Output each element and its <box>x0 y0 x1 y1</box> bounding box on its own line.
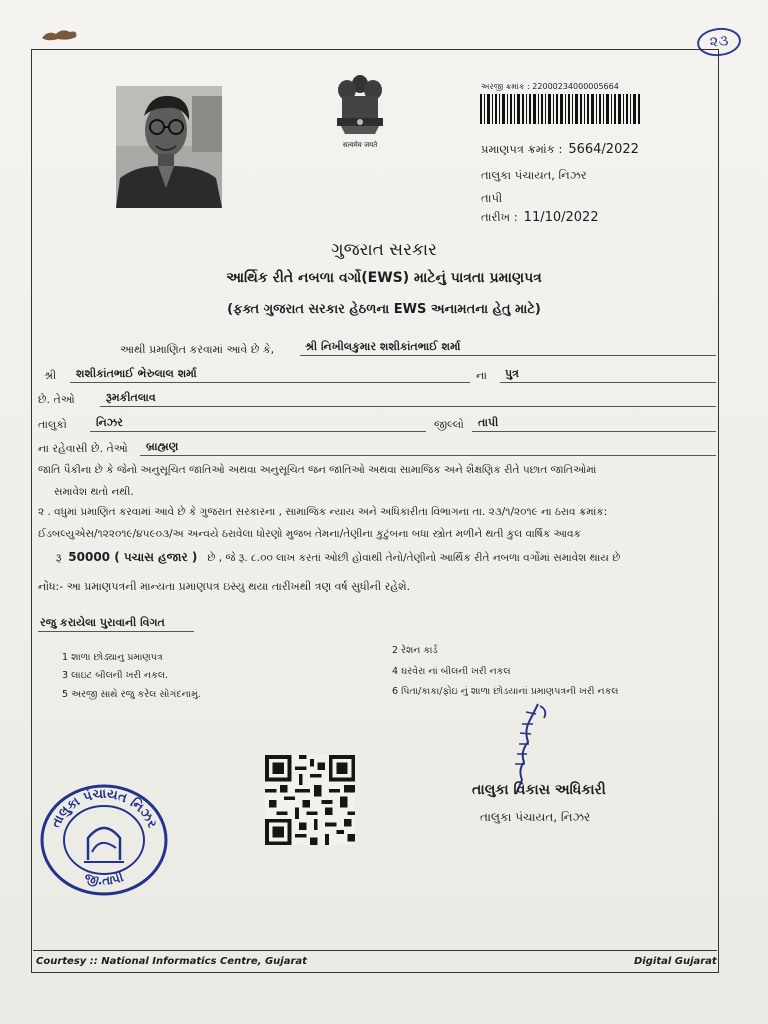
footer-courtesy: Courtesy :: National Informatics Centre, Gujarat <box>36 956 307 967</box>
village-underline <box>100 406 716 407</box>
district-underline <box>472 431 716 432</box>
issuing-office: તાલુકા પંચાયત, નિઝર <box>481 168 587 182</box>
resident-of-label: ના રહેવાસી છે. તેઓ <box>38 442 128 455</box>
document-item: 5 અરજી સાથે રજુ કરેલ સોગંદનામું. <box>62 689 201 700</box>
annual-income: 50000 ( પચાસ હજાર ) <box>68 550 198 564</box>
svg-text:તાલુકા પંચાયત નિઝર <box>49 787 160 831</box>
document-item: 6 પિતા/કાકા/ફોઇ નું શાળા છોડયાનાં પ્રમાણપત્રની ખરી નકલ <box>392 686 619 697</box>
page-number: ૨૩ <box>696 26 743 58</box>
certificate-scope: (ફક્ત ગુજરાત સરકાર હેઠળના EWS અનામતના હેતુ માટે) <box>227 302 541 317</box>
village: રૂમકીતલાવ <box>106 391 156 404</box>
signatory-office: તાલુકા પંચાયત, નિઝર <box>480 810 591 824</box>
caste-underline <box>140 455 716 456</box>
resident-label: છે. તેઓ <box>38 393 75 406</box>
seal-top-text: તાલુકા પંચાયત નિઝર <box>48 786 160 831</box>
issue-date: તારીખ : 11/10/2022 <box>481 210 599 225</box>
validity-note: નોંધ:- આ પ્રમાણપત્રની માન્યતા પ્રમાણપત્ર ઇસ્યુ થયા તારીખથી ત્રણ વર્ષ સુધીની રહેશે. <box>38 580 411 593</box>
documents-title-underline <box>38 631 194 632</box>
barcode <box>480 94 642 124</box>
ink-stain <box>40 24 80 44</box>
caste: બ્રાહ્મણ <box>146 440 179 453</box>
father-name: શશીકાંતભાઈ ભેરુલાલ શર્મા <box>76 367 197 380</box>
government-title: ગુજરાત સરકાર <box>331 240 437 260</box>
document-item: 2 રેશન કાર્ડ <box>392 645 438 656</box>
footer-divider <box>33 950 717 951</box>
applicant-name-underline <box>300 355 716 356</box>
income-statement-line1: ૨ . વધુમાં પ્રમાણિત કરવામાં આવે છે કે ગુજરાત સરકારના , સામાજિક ન્યાય અને અધિકારીતા વિભાગના તા. ૨૩/૧/૨૦૧૯ ના ઠરાવ ક્રમાંક: <box>38 506 608 518</box>
application-number: અરજી ક્રમાંક : 22000234000005664 <box>481 82 619 91</box>
taluka-label: તાલુકો <box>38 418 67 431</box>
issuing-district: તાપી <box>481 191 503 205</box>
certificate-number: પ્રમાણપત્ર ક્રમાંક : 5664/2022 <box>481 142 639 157</box>
income-statement-line2: ઈડબલ્યુએસ/૧૨૨૦૧૯/૪૫૯૦૩/અ અન્વયે ઠરાવેલા ધોરણો મુજબ તેમના/તેણીના કુટુંબના બધા સ્ત્રોત મળીને થતી કુલ વાર્ષિક આવક <box>38 528 581 540</box>
relation-underline <box>500 382 716 383</box>
applicant-name: શ્રી નિખીલકુમાર શશીકાંતભાઈ શર્મા <box>305 340 461 353</box>
taluka: નિઝર <box>96 416 123 429</box>
certify-prefix: આથી પ્રમાણિત કરવામાં આવે છે કે, <box>120 343 275 356</box>
caste-statement-line1: જાતિ પૈકીના છે કે જેનો અનુસૂચિત જાતિઓ અથવા અનુસૂચિત જન જાતિઓ અથવા સામાજિક અને શૈક્ષણિક રીતે પછાત જાતિઓમાં <box>38 464 597 476</box>
certificate-title: આર્થિક રીતે નબળા વર્ગો(EWS) માટેનું પાત્રતા પ્રમાણપત્ર <box>226 270 542 286</box>
caste-statement-line2: સમાવેશ થતો નથી. <box>54 486 134 498</box>
of-label: ના <box>476 369 487 382</box>
document-item: 3 લાઇટ બીલની ખરી નકલ. <box>62 670 169 681</box>
relation: પુત્ર <box>505 367 519 380</box>
income-statement-line3: રૂ 50000 ( પચાસ હજાર ) છે , જે રૂ. ૮.૦૦ લાખ કરતાં ઓછી હોવાથી તેનો/તેણીનો આર્થિક રીતે નબળા વર્ગોમાં સમાવેશ થાય છે <box>56 550 621 564</box>
signatory-title: તાલુકા વિકાસ અધિકારી <box>472 782 606 798</box>
emblem-motto: सत्यमेव जयते <box>342 141 378 149</box>
document-item: 1 શાળા છોડ્યાનુ પ્રમાણપત્ર <box>62 652 163 663</box>
national-emblem-icon <box>327 72 393 152</box>
district-label: જીલ્લો <box>434 418 464 431</box>
footer-portal: Digital Gujarat <box>634 956 717 967</box>
seal-bottom-text: જી.તાપી <box>83 870 126 888</box>
district: તાપી <box>478 416 499 429</box>
document-item: 4 ઘરવેરા નાં બીલની ખરી નકલ <box>392 666 511 677</box>
father-name-underline <box>70 382 470 383</box>
taluka-underline <box>90 431 426 432</box>
svg-text:જી.તાપી <box>83 869 126 888</box>
shri-label: શ્રી <box>44 369 57 382</box>
applicant-photo <box>116 86 222 208</box>
documents-title: રજુ કરાયેલા પુરાવાની વિગત <box>40 616 165 629</box>
official-seal <box>38 782 170 898</box>
qr-code <box>262 755 358 845</box>
